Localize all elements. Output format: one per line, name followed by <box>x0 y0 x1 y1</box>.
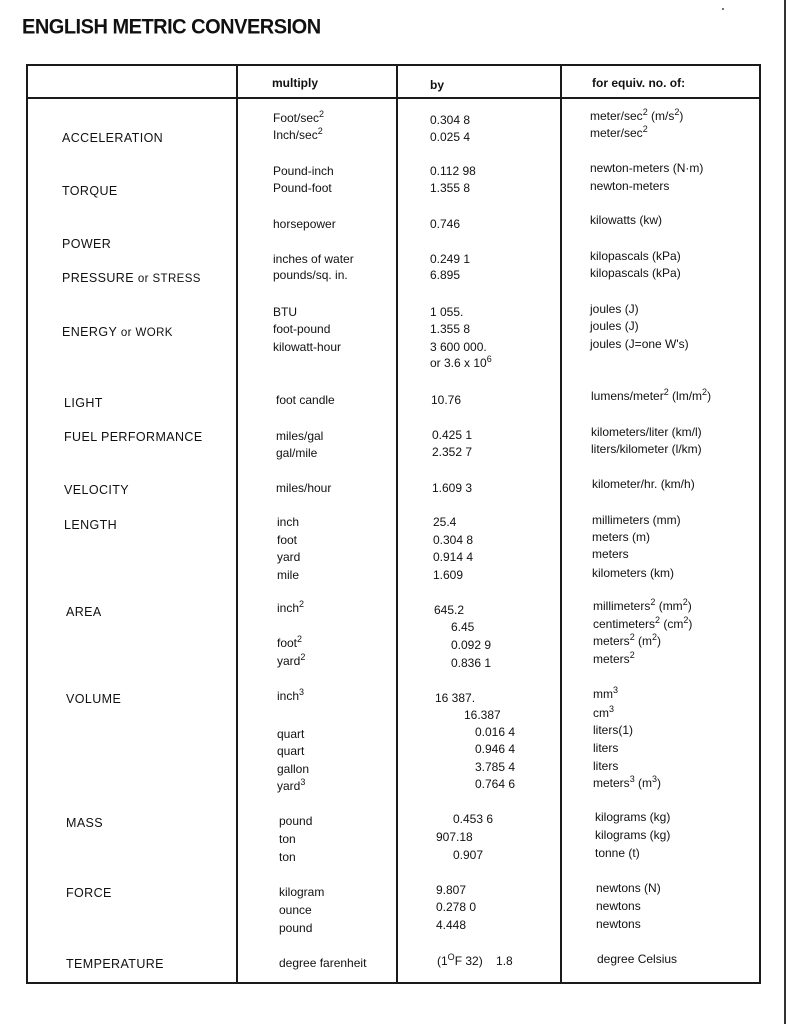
text: ) <box>657 776 662 790</box>
text: meter/sec <box>590 126 643 140</box>
factor-yard3: 0.764 6 <box>475 777 516 791</box>
text: F 32) 1.8 <box>454 954 513 968</box>
factor-inch3: 16 387. <box>435 691 476 705</box>
equiv-inches-of-water: kilopascals (kPa) <box>590 249 681 263</box>
text: inch <box>277 601 300 615</box>
factor-degree-farenheit <box>437 954 513 968</box>
superscript: 2 <box>319 109 325 119</box>
multiply-horsepower: horsepower <box>273 217 336 231</box>
equiv-foot-pound: joules (J) <box>590 319 639 333</box>
multiply-pound-inch: Pound-inch <box>273 164 334 178</box>
equiv-gallon: liters <box>593 759 619 773</box>
multiply-inch2 <box>277 601 304 615</box>
factor-foot-sec2: 0.304 8 <box>430 113 471 127</box>
superscript: 2 <box>655 615 661 625</box>
text: (1 <box>437 954 448 968</box>
factor-inch: 25.4 <box>433 515 457 529</box>
category-label-suffix: or STRESS <box>137 273 201 285</box>
factor-kilogram: 9.807 <box>436 883 467 897</box>
multiply-kilowatt-hour: kilowatt-hour <box>273 340 342 354</box>
equiv-inch: millimeters (mm) <box>592 513 681 527</box>
superscript: 2 <box>299 599 305 609</box>
multiply-yard2 <box>277 654 305 668</box>
factor-yard2: 0.836 1 <box>451 656 492 670</box>
equiv-pound-mass: kilograms (kg) <box>595 810 671 824</box>
factor-foot-pound: 1.355 8 <box>430 322 471 336</box>
text: (m <box>634 776 653 790</box>
multiply-pound-foot: Pound-foot <box>273 181 332 195</box>
equiv-horsepower: kilowatts (kw) <box>590 213 663 227</box>
equiv-pound-force: newtons <box>596 917 641 931</box>
category-energy <box>62 325 173 339</box>
text: inch <box>277 689 300 703</box>
category-acceleration: ACCELERATION <box>62 131 164 145</box>
superscript: 3 <box>300 777 306 787</box>
multiply-ton-1: ton <box>279 832 296 846</box>
factor-foot2: 0.092 9 <box>451 638 492 652</box>
header-divider <box>28 97 759 99</box>
category-velocity: VELOCITY <box>64 483 130 497</box>
text: (cm <box>660 617 684 631</box>
factor-btu: 1 055. <box>430 305 464 319</box>
multiply-inch: inch <box>277 515 300 529</box>
factor-pound-inch: 0.112 98 <box>430 164 476 178</box>
text: lumens/meter <box>591 389 664 403</box>
text: ) <box>688 617 693 631</box>
text: (m/s <box>647 109 675 123</box>
multiply-pound-mass: pound <box>279 814 313 828</box>
equiv-foot-candle <box>591 389 711 403</box>
factor-inch2: 645.2 <box>434 603 465 617</box>
text: or 3.6 x 10 <box>430 356 487 370</box>
superscript: 2 <box>629 632 635 642</box>
equiv-kilogram: newtons (N) <box>596 881 661 895</box>
text: (mm <box>655 599 683 613</box>
multiply-quart-2: quart <box>277 744 305 758</box>
factor-foot-candle: 10.76 <box>431 393 462 407</box>
equiv-pound-inch: newton-meters (N·m) <box>590 161 704 175</box>
header-multiply: multiply <box>272 76 319 90</box>
equiv-inch-sec2 <box>590 126 648 140</box>
multiply-miles-hour: miles/hour <box>276 481 332 495</box>
category-volume: VOLUME <box>66 692 122 706</box>
column-divider-2 <box>396 64 398 984</box>
superscript: 3 <box>652 774 658 784</box>
equiv-yard2 <box>593 652 635 666</box>
superscript: 2 <box>317 126 323 136</box>
text: ) <box>657 634 662 648</box>
superscript: 2 <box>642 124 648 134</box>
column-divider-1 <box>236 64 238 984</box>
text: ) <box>679 109 684 123</box>
factor-horsepower: 0.746 <box>430 217 461 231</box>
multiply-gallon: gallon <box>277 762 310 776</box>
category-mass: MASS <box>66 816 104 830</box>
category-fuel-performance: FUEL PERFORMANCE <box>64 430 203 444</box>
equiv-mile: kilometers (km) <box>592 566 675 580</box>
text: foot <box>277 636 298 650</box>
equiv-ton-1: kilograms (kg) <box>595 828 671 842</box>
category-label: PRESSURE <box>62 271 134 285</box>
multiply-yard: yard <box>277 550 301 564</box>
multiply-foot: foot <box>277 533 298 547</box>
multiply-pound-force: pound <box>279 921 313 935</box>
superscript: 2 <box>642 107 648 117</box>
multiply-inch3 <box>277 689 304 703</box>
text: yard <box>277 654 301 668</box>
header-for-equiv: for equiv. no. of: <box>592 76 686 90</box>
multiply-kilogram: kilogram <box>279 885 325 899</box>
multiply-foot-candle: foot candle <box>276 393 335 407</box>
equiv-btu: joules (J) <box>590 302 639 316</box>
factor-ton-1: 907.18 <box>436 830 473 844</box>
superscript: 2 <box>652 632 658 642</box>
factor-miles-hour: 1.609 3 <box>432 481 473 495</box>
text: ) <box>707 389 712 403</box>
factor-miles-gal: 0.425 1 <box>432 428 473 442</box>
category-temperature: TEMPERATURE <box>66 957 164 971</box>
text: Inch/sec <box>273 128 318 142</box>
category-pressure <box>62 271 201 285</box>
multiply-inches-of-water: inches of water <box>273 252 354 266</box>
text: Foot/sec <box>273 111 320 125</box>
superscript: 6 <box>486 354 492 364</box>
equiv-pound-foot: newton-meters <box>590 179 670 193</box>
superscript: 2 <box>300 652 306 662</box>
factor-inch2-cm: 6.45 <box>451 620 475 634</box>
superscript: 2 <box>297 634 303 644</box>
equiv-inch2 <box>593 599 692 613</box>
factor-gal-mile: 2.352 7 <box>432 445 473 459</box>
category-length: LENGTH <box>64 518 118 532</box>
category-label-suffix: or WORK <box>120 327 173 339</box>
superscript: 3 <box>613 685 619 695</box>
factor-gallon: 3.785 4 <box>475 760 516 774</box>
equiv-foot: meters (m) <box>592 530 650 544</box>
equiv-kilowatt-hour: joules (J=one W's) <box>590 337 689 351</box>
equiv-foot2 <box>593 634 661 648</box>
superscript: 2 <box>629 650 635 660</box>
factor-quart-2: 0.946 4 <box>475 742 516 756</box>
superscript: 3 <box>629 774 635 784</box>
category-light: LIGHT <box>64 396 103 410</box>
factor-kilowatt-hour: 3 600 000. <box>430 340 487 354</box>
column-divider-3 <box>560 64 562 984</box>
multiply-gal-mile: gal/mile <box>276 446 318 460</box>
text: millimeters <box>593 599 651 613</box>
multiply-inch-sec2 <box>273 128 323 142</box>
text: (lm/m <box>668 389 703 403</box>
category-label: ENERGY <box>62 325 117 339</box>
text: ) <box>687 599 692 613</box>
equiv-yard3 <box>593 776 661 790</box>
factor-pound-foot: 1.355 8 <box>430 181 471 195</box>
text: mm <box>593 687 613 701</box>
text: cm <box>593 706 609 720</box>
superscript: 2 <box>702 387 708 397</box>
text: (m <box>634 634 653 648</box>
equiv-inch2-cm <box>593 617 692 631</box>
category-torque: TORQUE <box>62 184 118 198</box>
multiply-yard3 <box>277 779 305 793</box>
superscript: 2 <box>674 107 680 117</box>
header-by: by <box>430 78 445 92</box>
equiv-miles-gal: kilometers/liter (km/l) <box>591 425 702 439</box>
text: meter/sec <box>590 109 643 123</box>
superscript: O <box>447 952 455 962</box>
equiv-ounce: newtons <box>596 899 641 913</box>
multiply-ounce: ounce <box>279 903 312 917</box>
equiv-foot-sec2 <box>590 109 683 123</box>
equiv-pounds-sq-in: kilopascals (kPa) <box>590 266 681 280</box>
superscript: 3 <box>299 687 305 697</box>
factor-quart-1: 0.016 4 <box>475 725 516 739</box>
equiv-quart-2: liters <box>593 741 619 755</box>
multiply-foot-sec2 <box>273 111 324 125</box>
page-title: ENGLISH METRIC CONVERSION <box>22 15 321 39</box>
equiv-ton-2: tonne (t) <box>595 846 640 860</box>
multiply-foot-pound: foot-pound <box>273 322 331 336</box>
multiply-quart-1: quart <box>277 727 305 741</box>
factor-yard: 0.914 4 <box>433 550 474 564</box>
equiv-quart-1: liters(1) <box>593 723 634 737</box>
factor-inch3-cm: 16.387 <box>464 708 501 722</box>
factor-pound-force: 4.448 <box>436 918 467 932</box>
text: meters <box>593 776 630 790</box>
text: yard <box>277 779 301 793</box>
text: meters <box>593 652 630 666</box>
equiv-degree-farenheit: degree Celsius <box>597 952 678 966</box>
multiply-btu: BTU <box>273 305 297 319</box>
multiply-degree-farenheit: degree farenheit <box>279 956 367 970</box>
multiply-pounds-sq-in: pounds/sq. in. <box>273 268 348 282</box>
factor-inch-sec2: 0.025 4 <box>430 130 471 144</box>
category-area: AREA <box>66 605 102 619</box>
multiply-foot2 <box>277 636 302 650</box>
factor-kilowatt-hour-alt <box>430 356 492 370</box>
factor-ton-2: 0.907 <box>453 848 484 862</box>
factor-pounds-sq-in: 6.895 <box>430 268 461 282</box>
superscript: 2 <box>650 597 656 607</box>
factor-mile: 1.609 <box>433 568 464 582</box>
superscript: 3 <box>609 704 615 714</box>
equiv-yard: meters <box>592 547 629 561</box>
multiply-mile: mile <box>277 568 300 582</box>
equiv-inch3-cm <box>593 706 614 720</box>
factor-ounce: 0.278 0 <box>436 900 477 914</box>
superscript: 2 <box>683 615 689 625</box>
multiply-miles-gal: miles/gal <box>276 429 324 443</box>
equiv-miles-hour: kilometer/hr. (km/h) <box>592 477 695 491</box>
equiv-inch3 <box>593 687 618 701</box>
text: centimeters <box>593 617 656 631</box>
factor-foot: 0.304 8 <box>433 533 474 547</box>
factor-pound-mass: 0.453 6 <box>453 812 494 826</box>
multiply-ton-2: ton <box>279 850 296 864</box>
category-force: FORCE <box>66 886 112 900</box>
factor-inches-of-water: 0.249 1 <box>430 252 471 266</box>
equiv-gal-mile: liters/kilometer (l/km) <box>591 442 702 456</box>
scan-speck <box>722 8 724 10</box>
superscript: 2 <box>663 387 669 397</box>
category-power: POWER <box>62 237 112 251</box>
page-edge <box>784 0 786 1024</box>
superscript: 2 <box>682 597 688 607</box>
text: meters <box>593 634 630 648</box>
